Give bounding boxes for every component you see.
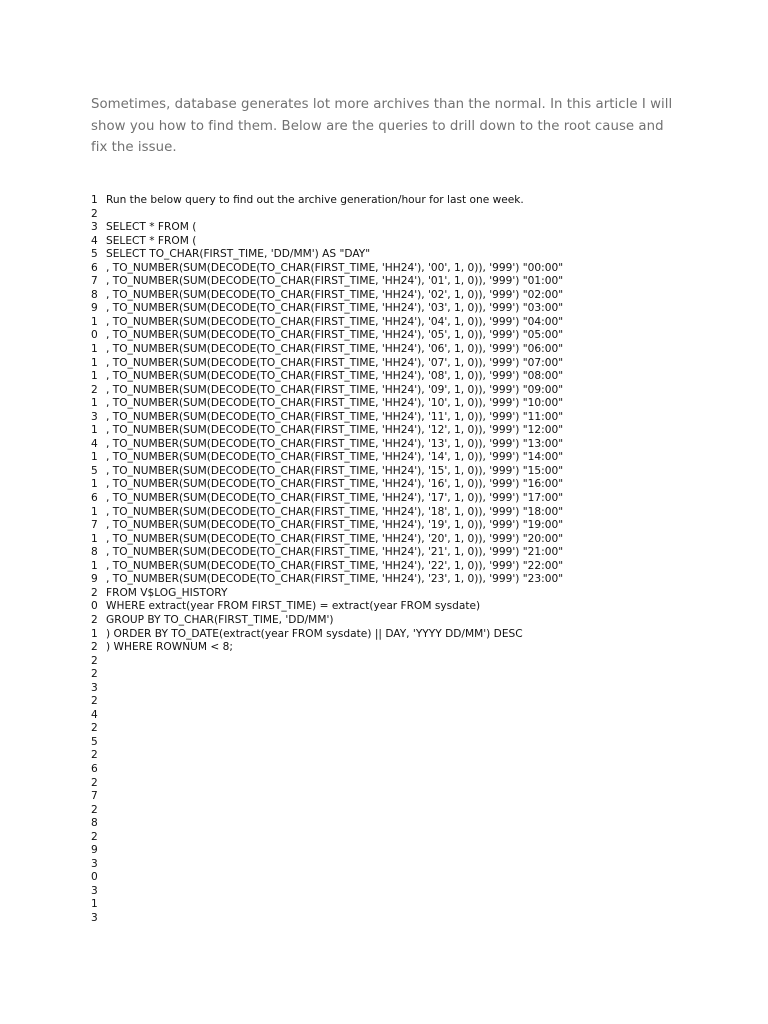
- code-text: GROUP BY TO_CHAR(FIRST_TIME, 'DD/MM'): [106, 613, 334, 626]
- code-line: [91, 275, 751, 289]
- code-text: , TO_NUMBER(SUM(DECODE(TO_CHAR(FIRST_TIME, 'HH24'), '13', 1, 0)), '999') "13:00": [106, 437, 564, 450]
- code-line: [91, 384, 751, 398]
- code-text: , TO_NUMBER(SUM(DECODE(TO_CHAR(FIRST_TIME, 'HH24'), '17', 1, 0)), '999') "17:00": [106, 492, 564, 505]
- line-number: 1: [91, 451, 98, 464]
- code-text: , TO_NUMBER(SUM(DECODE(TO_CHAR(FIRST_TIME, 'HH24'), '11', 1, 0)), '999') "11:00": [106, 410, 564, 423]
- line-number: 8: [91, 817, 98, 830]
- code-text: SELECT * FROM (: [106, 221, 197, 234]
- line-number: 3: [91, 681, 98, 694]
- code-text: [106, 682, 751, 696]
- code-text: , TO_NUMBER(SUM(DECODE(TO_CHAR(FIRST_TIME, 'HH24'), '06', 1, 0)), '999') "06:00": [106, 343, 564, 356]
- line-number: 2: [91, 668, 98, 681]
- intro-line: Sometimes, database generates lot more archives than the normal. In this article I will: [91, 97, 673, 112]
- line-number: 1: [91, 194, 98, 206]
- line-number: 2: [91, 830, 98, 843]
- line-number: 9: [91, 302, 98, 315]
- code-line: [91, 709, 751, 723]
- line-number: 4: [91, 234, 98, 247]
- code-text: [106, 722, 751, 736]
- line-number: 7: [91, 790, 98, 803]
- line-number: 2: [91, 207, 98, 220]
- line-number: 3: [91, 857, 98, 870]
- code-line: [91, 668, 751, 682]
- code-text: [106, 709, 751, 723]
- line-number: 2: [91, 613, 98, 626]
- line-number: 9: [91, 844, 98, 857]
- code-text: , TO_NUMBER(SUM(DECODE(TO_CHAR(FIRST_TIME, 'HH24'), '19', 1, 0)), '999') "19:00": [106, 519, 564, 532]
- code-text: [106, 858, 751, 872]
- code-line: [91, 546, 751, 560]
- code-line: [91, 641, 751, 655]
- code-text: , TO_NUMBER(SUM(DECODE(TO_CHAR(FIRST_TIME, 'HH24'), '09', 1, 0)), '999') "09:00": [106, 383, 564, 396]
- code-text: [106, 736, 751, 750]
- code-text: [106, 912, 751, 926]
- code-text: , TO_NUMBER(SUM(DECODE(TO_CHAR(FIRST_TIME, 'HH24'), '22', 1, 0)), '999') "22:00": [106, 559, 564, 572]
- code-line: [91, 248, 751, 262]
- code-line: [91, 736, 751, 750]
- code-line: [91, 871, 751, 885]
- code-text: , TO_NUMBER(SUM(DECODE(TO_CHAR(FIRST_TIME, 'HH24'), '10', 1, 0)), '999') "10:00": [106, 397, 564, 410]
- code-text: [106, 208, 751, 222]
- code-line: [91, 749, 751, 763]
- code-line: [91, 289, 751, 303]
- line-number: 2: [91, 654, 98, 667]
- code-line: [91, 316, 751, 330]
- code-text: , TO_NUMBER(SUM(DECODE(TO_CHAR(FIRST_TIME, 'HH24'), '15', 1, 0)), '999') "15:00": [106, 464, 564, 477]
- line-number: 6: [91, 492, 98, 505]
- line-number: 3: [91, 410, 98, 423]
- code-line: [91, 722, 751, 736]
- line-number: 2: [91, 722, 98, 735]
- code-text: SELECT TO_CHAR(FIRST_TIME, 'DD/MM') AS "DAY": [106, 248, 371, 261]
- line-number: 1: [91, 559, 98, 572]
- code-text: [106, 804, 751, 818]
- code-line: [91, 682, 751, 696]
- code-line: [91, 478, 751, 492]
- code-text: [106, 655, 751, 669]
- line-number: 0: [91, 600, 98, 613]
- line-number: 0: [91, 329, 98, 342]
- line-number: 3: [91, 221, 98, 234]
- code-line: [91, 614, 751, 628]
- code-line: [91, 262, 751, 276]
- code-text: , TO_NUMBER(SUM(DECODE(TO_CHAR(FIRST_TIME, 'HH24'), '05', 1, 0)), '999') "05:00": [106, 329, 564, 342]
- line-number: 8: [91, 288, 98, 301]
- intro-line: fix the issue.: [91, 140, 177, 155]
- line-number: 1: [91, 478, 98, 491]
- line-number: 1: [91, 397, 98, 410]
- line-number: 1: [91, 627, 98, 640]
- line-number: 1: [91, 424, 98, 437]
- code-line: [91, 777, 751, 791]
- line-number: 0: [91, 871, 98, 884]
- line-number: 3: [91, 884, 98, 897]
- sql-code-listing: [91, 194, 751, 926]
- code-line: [91, 655, 751, 669]
- code-line: [91, 235, 751, 249]
- line-number: 7: [91, 275, 98, 288]
- line-number: 7: [91, 519, 98, 532]
- line-number: 1: [91, 505, 98, 518]
- intro-paragraph: [91, 94, 691, 159]
- code-text: , TO_NUMBER(SUM(DECODE(TO_CHAR(FIRST_TIME, 'HH24'), '04', 1, 0)), '999') "04:00": [106, 315, 564, 328]
- code-line: [91, 397, 751, 411]
- line-number: 1: [91, 356, 98, 369]
- code-line: [91, 343, 751, 357]
- code-text: , TO_NUMBER(SUM(DECODE(TO_CHAR(FIRST_TIME, 'HH24'), '20', 1, 0)), '999') "20:00": [106, 532, 564, 545]
- code-line: [91, 912, 751, 926]
- line-number: 1: [91, 370, 98, 383]
- code-line: [91, 411, 751, 425]
- code-line: [91, 695, 751, 709]
- code-text: , TO_NUMBER(SUM(DECODE(TO_CHAR(FIRST_TIME, 'HH24'), '23', 1, 0)), '999') "23:00": [106, 573, 564, 586]
- line-number: 2: [91, 776, 98, 789]
- line-number: 2: [91, 695, 98, 708]
- code-text: , TO_NUMBER(SUM(DECODE(TO_CHAR(FIRST_TIME, 'HH24'), '00', 1, 0)), '999') "00:00": [106, 261, 564, 274]
- code-text: [106, 668, 751, 682]
- code-line: [91, 451, 751, 465]
- code-text: , TO_NUMBER(SUM(DECODE(TO_CHAR(FIRST_TIME, 'HH24'), '21', 1, 0)), '999') "21:00": [106, 546, 564, 559]
- code-text: [106, 898, 751, 912]
- code-line: [91, 804, 751, 818]
- code-line: [91, 898, 751, 912]
- line-number: 4: [91, 708, 98, 721]
- code-text: ) ORDER BY TO_DATE(extract(year FROM sysdate) || DAY, 'YYYY DD/MM') DESC: [106, 627, 523, 640]
- line-number: 1: [91, 898, 98, 911]
- code-text: , TO_NUMBER(SUM(DECODE(TO_CHAR(FIRST_TIME, 'HH24'), '03', 1, 0)), '999') "03:00": [106, 302, 564, 315]
- line-number: 6: [91, 762, 98, 775]
- line-number: 1: [91, 315, 98, 328]
- line-number: 2: [91, 641, 98, 654]
- code-text: [106, 871, 751, 885]
- code-line: [91, 370, 751, 384]
- code-text: [106, 749, 751, 763]
- code-text: , TO_NUMBER(SUM(DECODE(TO_CHAR(FIRST_TIME, 'HH24'), '18', 1, 0)), '999') "18:00": [106, 505, 564, 518]
- code-line: [91, 492, 751, 506]
- code-text: [106, 790, 751, 804]
- line-number: 1: [91, 532, 98, 545]
- line-number: 5: [91, 248, 98, 261]
- code-line: [91, 587, 751, 601]
- code-line: [91, 885, 751, 899]
- code-line: [91, 208, 751, 222]
- code-line: [91, 831, 751, 845]
- code-text: , TO_NUMBER(SUM(DECODE(TO_CHAR(FIRST_TIME, 'HH24'), '02', 1, 0)), '999') "02:00": [106, 288, 564, 301]
- code-text: WHERE extract(year FROM FIRST_TIME) = extract(year FROM sysdate): [106, 600, 481, 613]
- line-number: 5: [91, 464, 98, 477]
- code-text: , TO_NUMBER(SUM(DECODE(TO_CHAR(FIRST_TIME, 'HH24'), '12', 1, 0)), '999') "12:00": [106, 424, 564, 437]
- code-line: [91, 221, 751, 235]
- code-text: Run the below query to find out the archive generation/hour for last one week.: [106, 194, 524, 206]
- line-number: 8: [91, 546, 98, 559]
- intro-line: show you how to find them. Below are the queries to drill down to the root cause and: [91, 118, 664, 134]
- line-number: 1: [91, 343, 98, 356]
- code-text: , TO_NUMBER(SUM(DECODE(TO_CHAR(FIRST_TIME, 'HH24'), '16', 1, 0)), '999') "16:00": [106, 478, 564, 491]
- code-text: [106, 831, 751, 845]
- code-text: [106, 885, 751, 899]
- line-number: 2: [91, 803, 98, 816]
- code-line: [91, 438, 751, 452]
- line-number: 4: [91, 437, 98, 450]
- code-line: [91, 790, 751, 804]
- code-text: , TO_NUMBER(SUM(DECODE(TO_CHAR(FIRST_TIME, 'HH24'), '07', 1, 0)), '999') "07:00": [106, 356, 564, 369]
- code-text: ) WHERE ROWNUM < 8;: [106, 641, 233, 654]
- code-line: [91, 302, 751, 316]
- code-text: [106, 695, 751, 709]
- code-line: [91, 560, 751, 574]
- line-number: 2: [91, 749, 98, 762]
- line-number: 6: [91, 261, 98, 274]
- code-text: [106, 777, 751, 791]
- line-number: 3: [91, 911, 98, 924]
- code-line: [91, 357, 751, 371]
- code-line: [91, 628, 751, 642]
- code-line: [91, 329, 751, 343]
- line-number: 5: [91, 735, 98, 748]
- code-line: [91, 465, 751, 479]
- code-line: [91, 519, 751, 533]
- code-line: [91, 817, 751, 831]
- code-text: , TO_NUMBER(SUM(DECODE(TO_CHAR(FIRST_TIME, 'HH24'), '14', 1, 0)), '999') "14:00": [106, 451, 564, 464]
- code-line: [91, 424, 751, 438]
- code-line: [91, 194, 751, 208]
- code-text: [106, 817, 751, 831]
- code-line: [91, 573, 751, 587]
- code-text: , TO_NUMBER(SUM(DECODE(TO_CHAR(FIRST_TIME, 'HH24'), '01', 1, 0)), '999') "01:00": [106, 275, 564, 288]
- code-text: [106, 844, 751, 858]
- code-line: [91, 533, 751, 547]
- code-line: [91, 600, 751, 614]
- code-text: FROM V$LOG_HISTORY: [106, 586, 228, 599]
- code-line: [91, 763, 751, 777]
- code-line: [91, 858, 751, 872]
- code-text: SELECT * FROM (: [106, 234, 197, 247]
- code-line: [91, 844, 751, 858]
- line-number: 2: [91, 383, 98, 396]
- line-number: 2: [91, 586, 98, 599]
- code-line: [91, 506, 751, 520]
- code-text: , TO_NUMBER(SUM(DECODE(TO_CHAR(FIRST_TIME, 'HH24'), '08', 1, 0)), '999') "08:00": [106, 370, 564, 383]
- line-number: 9: [91, 573, 98, 586]
- code-text: [106, 763, 751, 777]
